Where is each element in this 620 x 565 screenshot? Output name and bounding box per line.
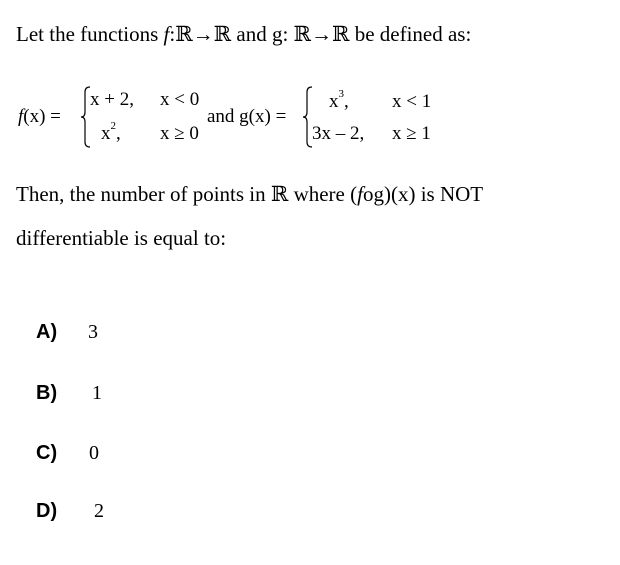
g-case1-base: x xyxy=(329,91,339,112)
question-intro xyxy=(16,24,471,45)
option-a[interactable] xyxy=(36,319,98,345)
f-case2-cond: x ≥ 0 xyxy=(160,123,199,144)
f-case2-exponent: 2 xyxy=(110,120,116,132)
option-d-letter: D) xyxy=(36,499,58,522)
intro-text-start: Let the functions xyxy=(16,22,164,46)
option-c-value: 0 xyxy=(89,441,99,464)
question-line1-end: og)(x) is NOT xyxy=(362,182,484,206)
option-d-value: 2 xyxy=(94,499,104,522)
option-a-letter: A) xyxy=(36,320,58,343)
question-line-1 xyxy=(16,184,483,205)
intro-text-end: :ℝ→ℝ and g: ℝ→ℝ be defined as: xyxy=(169,22,472,46)
piecewise-definitions xyxy=(0,84,460,154)
f-case2-comma: , xyxy=(116,123,121,144)
g-case1-expr xyxy=(329,88,349,112)
question-line1-start: Then, the number of points in ℝ where ( xyxy=(16,182,358,206)
f-case1-cond: x < 0 xyxy=(160,89,200,110)
f-lhs xyxy=(18,107,61,126)
intro-f-symbol: f xyxy=(163,22,170,46)
g-case1-exponent: 3 xyxy=(338,88,344,100)
f-lhs-rest: (x) = xyxy=(23,106,61,127)
option-c-letter: C) xyxy=(36,441,58,464)
option-c[interactable] xyxy=(36,440,99,466)
g-lhs: and g(x) = xyxy=(207,106,287,127)
f-lhs-symbol: f xyxy=(18,106,24,127)
question-line-2: differentiable is equal to: xyxy=(16,226,227,250)
option-b[interactable] xyxy=(36,380,102,406)
option-d[interactable] xyxy=(36,498,104,524)
option-b-letter: B) xyxy=(36,381,58,404)
g-case1-cond: x < 1 xyxy=(392,91,432,112)
f-case2-expr xyxy=(101,120,121,144)
question-f-symbol: f xyxy=(357,182,363,206)
option-a-value: 3 xyxy=(88,320,98,343)
f-case2-base: x xyxy=(101,123,111,144)
f-case1-expr: x + 2, xyxy=(90,89,134,110)
g-case2-cond: x ≥ 1 xyxy=(392,123,431,144)
g-case1-comma: , xyxy=(344,91,349,112)
option-b-value: 1 xyxy=(92,381,102,404)
g-case2-expr: 3x – 2, xyxy=(312,123,365,144)
